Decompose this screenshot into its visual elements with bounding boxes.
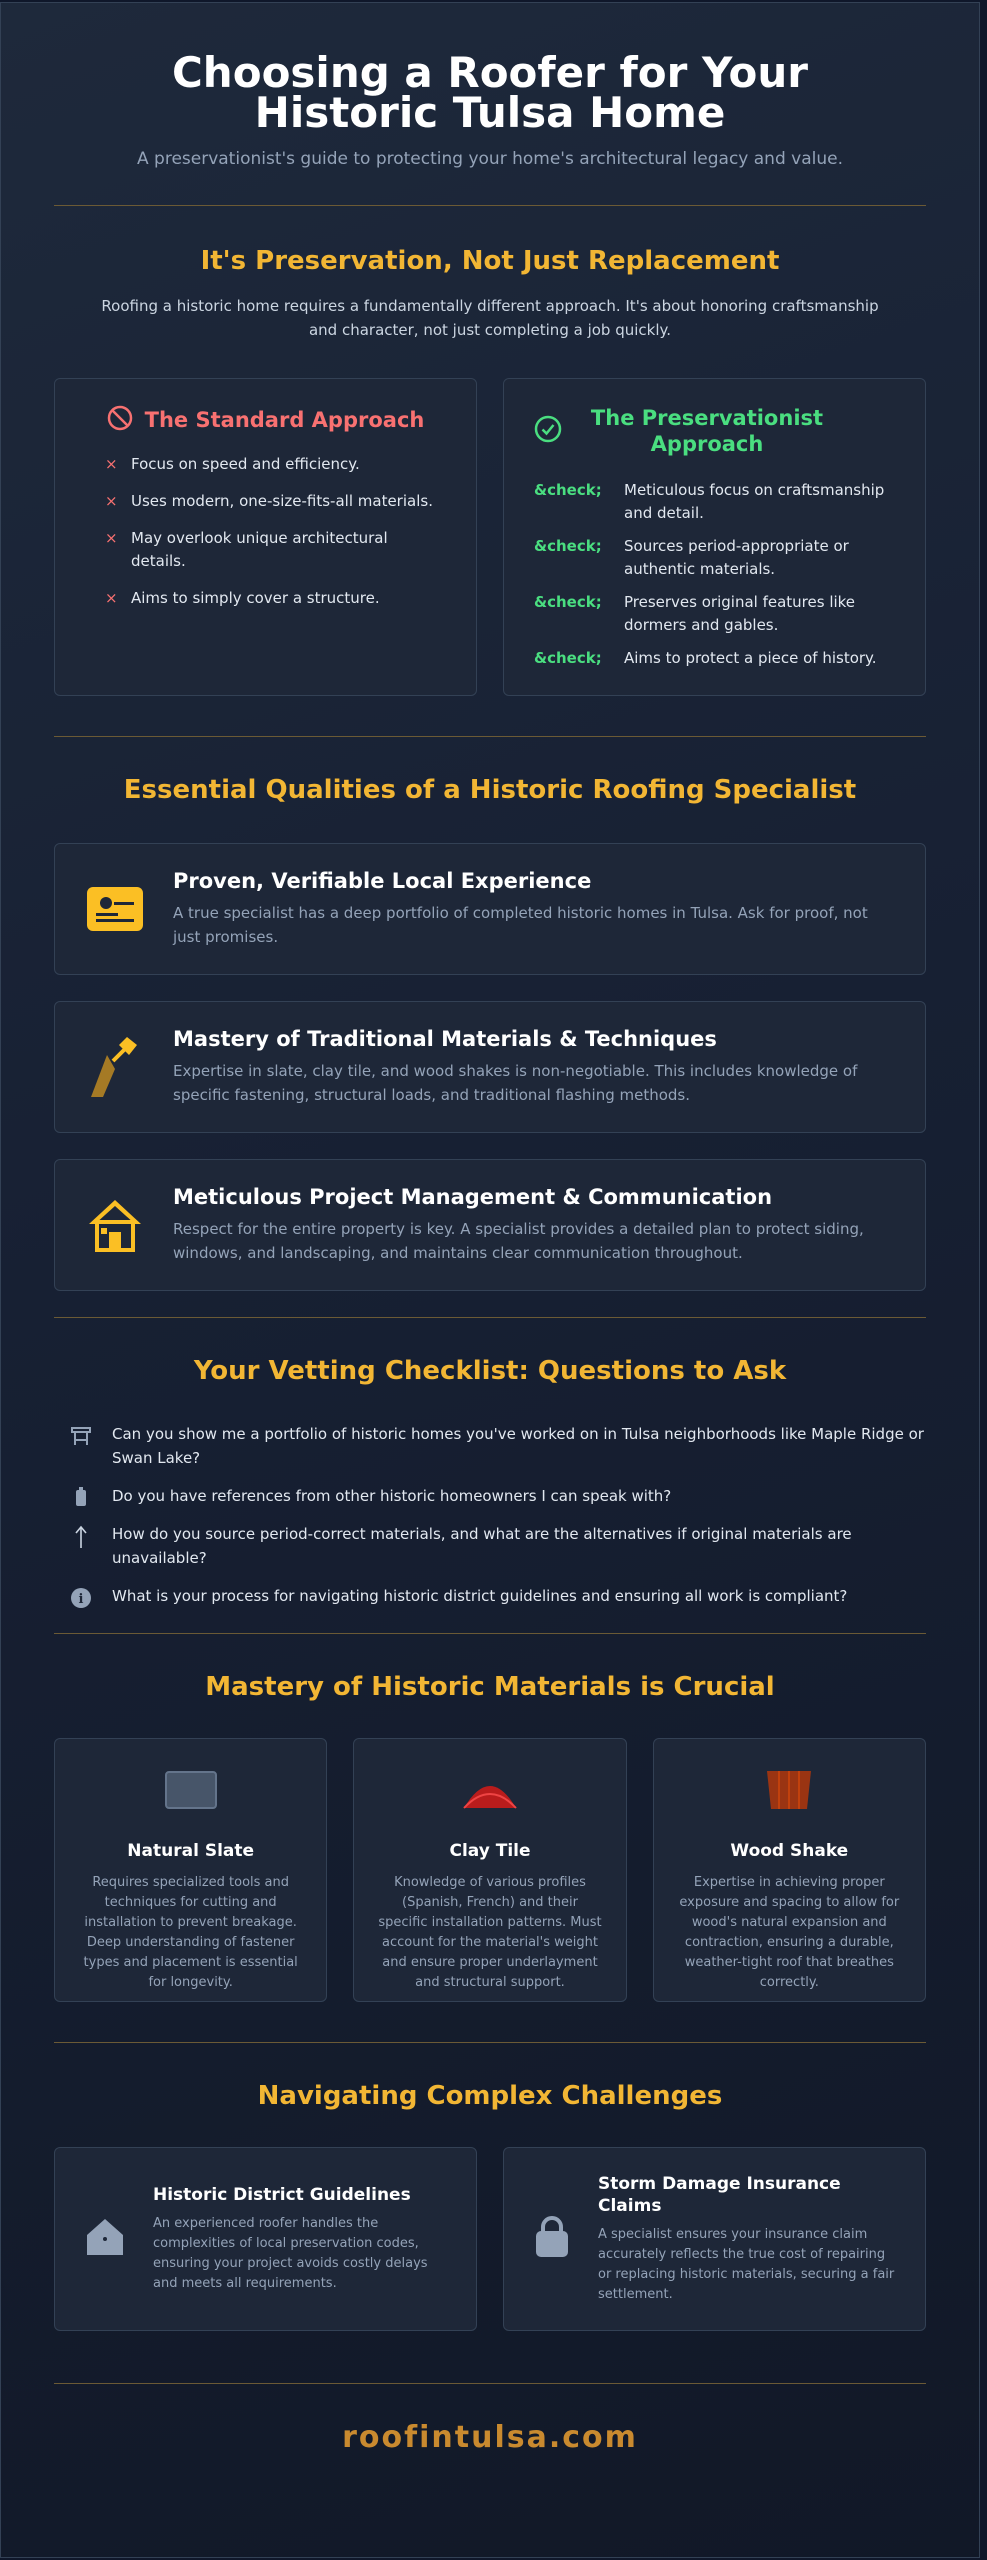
checklist-section bbox=[54, 1356, 926, 1609]
wood-shake-icon bbox=[676, 1769, 903, 1811]
page-title: Choosing a Roofer for Your Historic Tulsa Home bbox=[171, 48, 808, 137]
preservationist-approach-title: The Preservationist Approach bbox=[590, 406, 824, 456]
info-icon bbox=[70, 1584, 92, 1609]
challenges-title: Navigating Complex Challenges bbox=[257, 2081, 723, 2111]
list-item-text: Focus on speed and efficiency. bbox=[131, 455, 360, 473]
material-text: Knowledge of various profiles (Spanish, French) and their specific installation patterns. Must account for the material's weight and ensure proper underlayment and structural support. bbox=[378, 1875, 602, 1990]
trowel-icon bbox=[85, 1037, 145, 1097]
list-item-text: Aims to simply cover a structure. bbox=[131, 589, 380, 607]
material-text: Expertise in achieving proper exposure and spacing to allow for wood's natural expansion and contraction, ensuring a durable, weather-tight roof that breathes correctly. bbox=[679, 1875, 900, 1990]
arrow-up-icon bbox=[70, 1522, 92, 1570]
preservationist-approach-list bbox=[534, 479, 895, 670]
standard-approach-title: The Standard Approach bbox=[144, 408, 425, 432]
quality-text: Respect for the entire property is key. A specialist provides a detailed plan to protect siding, windows, and landscaping, and maintains clear communication throughout. bbox=[173, 1220, 864, 1262]
challenges-section bbox=[54, 2081, 926, 2331]
section-divider bbox=[54, 2383, 926, 2384]
material-text: Requires specialized tools and techniques for cutting and installation to prevent breakage. Deep understanding of fastener types and placement is essential for longevity. bbox=[83, 1875, 298, 1990]
svg-text:i: i bbox=[78, 1592, 84, 1607]
checklist-text: Do you have references from other historic homeowners I can speak with? bbox=[112, 1487, 672, 1505]
challenge-title: Historic District Guidelines bbox=[153, 2185, 411, 2205]
quality-title: Mastery of Traditional Materials & Techniques bbox=[173, 1027, 717, 1051]
checklist-item bbox=[70, 1422, 926, 1470]
list-item bbox=[105, 587, 446, 610]
slate-icon bbox=[77, 1769, 304, 1811]
challenge-title: Storm Damage Insurance Claims bbox=[598, 2174, 841, 2216]
section-divider bbox=[54, 2042, 926, 2043]
list-item bbox=[105, 453, 446, 476]
list-item bbox=[534, 647, 895, 670]
challenge-card bbox=[54, 2147, 477, 2331]
lock-icon bbox=[534, 2215, 570, 2263]
list-item-text: Aims to protect a piece of history. bbox=[624, 649, 877, 667]
page-header bbox=[54, 48, 926, 169]
standard-approach-card bbox=[54, 378, 477, 696]
infographic-page bbox=[0, 2, 980, 2558]
checklist-title: Your Vetting Checklist: Questions to Ask bbox=[193, 1356, 787, 1386]
list-item-text: Preserves original features like dormers and gables. bbox=[624, 593, 856, 634]
material-card bbox=[653, 1738, 926, 2002]
quality-text: A true specialist has a deep portfolio of completed historic homes in Tulsa. Ask for proof, not just promises. bbox=[173, 904, 868, 946]
qualities-title: Essential Qualities of a Historic Roofing Specialist bbox=[123, 775, 857, 805]
cross-icon: × bbox=[105, 492, 118, 510]
portfolio-icon bbox=[70, 1422, 92, 1470]
list-item-text: Sources period-appropriate or authentic materials. bbox=[624, 537, 849, 578]
prohibited-icon bbox=[107, 405, 133, 435]
standard-approach-list bbox=[85, 453, 446, 610]
phone-icon bbox=[70, 1484, 92, 1508]
check-circle-icon bbox=[534, 415, 562, 447]
id-card-icon bbox=[85, 879, 145, 939]
materials-title: Mastery of Historic Materials is Crucial bbox=[205, 1672, 775, 1702]
cross-icon: × bbox=[105, 589, 118, 607]
cross-icon: × bbox=[105, 455, 118, 473]
list-item bbox=[534, 535, 895, 581]
house-icon bbox=[85, 1195, 145, 1255]
materials-section bbox=[54, 1672, 926, 2002]
list-item-text: Meticulous focus on craftsmanship and detail. bbox=[624, 481, 885, 522]
section-divider bbox=[54, 205, 926, 206]
checklist-text: What is your process for navigating historic district guidelines and ensuring all work is compliant? bbox=[112, 1587, 848, 1605]
quality-card bbox=[54, 843, 926, 975]
section-divider bbox=[54, 1317, 926, 1318]
checklist-item bbox=[70, 1522, 926, 1570]
checklist-item bbox=[70, 1484, 926, 1508]
quality-title: Proven, Verifiable Local Experience bbox=[173, 869, 592, 893]
section-divider bbox=[54, 736, 926, 737]
qualities-section bbox=[54, 775, 926, 1291]
list-item-text: Uses modern, one-size-fits-all materials. bbox=[131, 492, 433, 510]
check-mark: &check; bbox=[534, 649, 602, 667]
approach-title: It's Preservation, Not Just Replacement bbox=[200, 246, 780, 276]
preservationist-approach-card bbox=[503, 378, 926, 696]
district-house-icon bbox=[85, 2217, 125, 2261]
checklist bbox=[54, 1422, 926, 1609]
list-item bbox=[105, 490, 446, 513]
checklist-text: How do you source period-correct materials, and what are the alternatives if original materials are unavailable? bbox=[112, 1525, 852, 1567]
quality-card bbox=[54, 1001, 926, 1133]
approach-intro: Roofing a historic home requires a fundamentally different approach. It's about honoring craftsmanship and character, not just completing a job quickly. bbox=[101, 297, 879, 339]
material-card bbox=[54, 1738, 327, 2002]
check-mark: &check; bbox=[534, 593, 602, 611]
challenge-text: A specialist ensures your insurance claim accurately reflects the true cost of repairing or replacing historic materials, securing a fair settlement. bbox=[598, 2227, 895, 2302]
list-item bbox=[534, 479, 895, 525]
quality-card bbox=[54, 1159, 926, 1291]
list-item-text: May overlook unique architectural details. bbox=[131, 529, 388, 570]
material-card bbox=[353, 1738, 626, 2002]
material-title: Clay Tile bbox=[449, 1841, 531, 1861]
check-mark: &check; bbox=[534, 537, 602, 555]
cross-icon: × bbox=[105, 529, 118, 547]
section-divider bbox=[54, 1633, 926, 1634]
approach-section bbox=[54, 246, 926, 696]
list-item bbox=[105, 527, 446, 573]
page-subtitle: A preservationist's guide to protecting your home's architectural legacy and value. bbox=[137, 149, 843, 169]
quality-text: Expertise in slate, clay tile, and wood shakes is non-negotiable. This includes knowledge of specific fastening, structural loads, and traditional flashing methods. bbox=[173, 1062, 858, 1104]
checklist-text: Can you show me a portfolio of historic homes you've worked on in Tulsa neighborhoods like Maple Ridge or Swan Lake? bbox=[112, 1425, 924, 1467]
clay-tile-icon bbox=[376, 1769, 603, 1811]
material-title: Natural Slate bbox=[127, 1841, 255, 1861]
material-title: Wood Shake bbox=[730, 1841, 849, 1861]
checklist-item bbox=[70, 1584, 926, 1609]
challenge-card bbox=[503, 2147, 926, 2331]
challenge-text: An experienced roofer handles the complexities of local preservation codes, ensuring your project avoids costly delays and meets all requirements. bbox=[153, 2216, 428, 2291]
list-item bbox=[534, 591, 895, 637]
footer-brand: roofintulsa.com bbox=[342, 2420, 638, 2455]
quality-title: Meticulous Project Management & Communication bbox=[173, 1185, 773, 1209]
check-mark: &check; bbox=[534, 481, 602, 499]
